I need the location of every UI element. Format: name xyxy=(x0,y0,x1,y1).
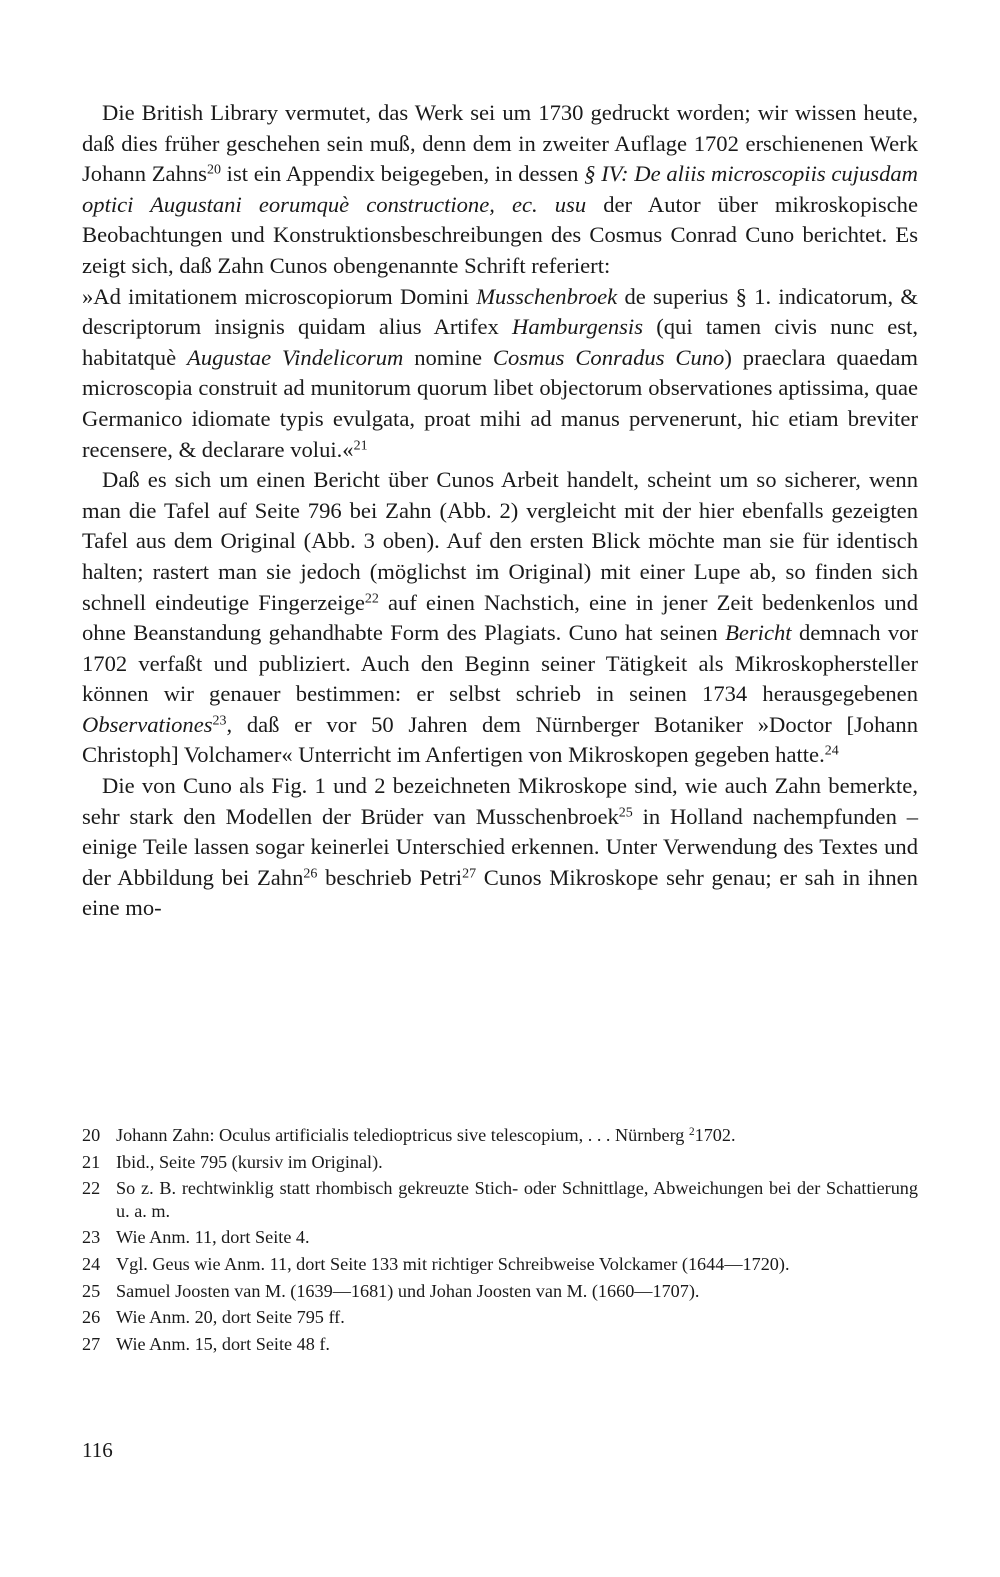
footnote-ref-20: 20 xyxy=(206,162,221,178)
latin-quotation xyxy=(82,282,918,466)
quote-italic-hamburgensis: Hamburgensis xyxy=(512,314,643,340)
paragraph-1-italic-section-title: § IV: De aliis microscopiis cujusdam optici Augustani eorumquè constructione, ec. usu xyxy=(82,161,918,217)
quote-text-a: »Ad imitationem microscopiorum Domini xyxy=(82,283,477,309)
footnote-text: Wie Anm. 11, dort Seite 4. xyxy=(116,1227,310,1248)
footnote-ref-23: 23 xyxy=(212,713,227,729)
paragraph-3-text-d: Cunos Mikroskope sehr genau; er sah in ihnen eine mo- xyxy=(82,864,918,921)
footnote-number: 22 xyxy=(82,1178,101,1199)
footnote-22 xyxy=(82,1177,918,1222)
footnote-ref-24: 24 xyxy=(824,743,839,759)
footnote-number: 20 xyxy=(82,1125,101,1145)
paragraph-2-text-a: Daß es sich um einen Bericht über Cunos Arbeit handelt, scheint um so sicherer, wenn man die Tafel auf Seite 796 bei Zahn (Abb. 2) vergleicht mit der hier ebenfalls gezeigten Tafel aus dem Original (Abb. 3 oben). Auf den ersten Blick möchte man sie für identisch halten; rastert man sie jedoch (möglichst im Original) mit einer Lupe ab, so finden sich schnell eindeutige Fingerzeige xyxy=(82,467,918,615)
paragraph-2-italic-bericht: Bericht xyxy=(725,620,792,646)
footnote-20 xyxy=(82,1124,918,1147)
footnote-number: 25 xyxy=(82,1280,101,1301)
footnote-21 xyxy=(82,1151,918,1174)
paragraph-3-text-a: Die von Cuno als Fig. 1 und 2 bezeichneten Mikroskope sind, wie auch Zahn bemerkte, sehr stark den Modellen der Brüder van Musschenbroek xyxy=(82,773,918,829)
quote-italic-musschenbroek: Musschenbroek xyxy=(476,283,618,309)
footnotes xyxy=(82,1124,918,1359)
quote-italic-augustae: Augustae Vindelicorum xyxy=(187,344,404,370)
footnote-number: 24 xyxy=(82,1253,101,1274)
paragraph-1-text-a: Die British Library vermutet, das Werk sei um 1730 gedruckt worden; wir wissen heute, daß dies früher geschehen sein muß, denn dem in zweiter Auflage 1702 erschienenen Werk Johann Zahns xyxy=(82,100,918,187)
footnote-text xyxy=(116,1124,918,1147)
footnote-text: So z. B. rechtwinklig statt rhombisch gekreuzte Stich- oder Schnittlage, Abweichungen bei der Schattierung u. a. m. xyxy=(116,1178,918,1221)
footnote-text: Vgl. Geus wie Anm. 11, dort Seite 133 mit richtiger Schreibweise Volckamer (1644—1720). xyxy=(116,1253,790,1274)
footnote-27 xyxy=(82,1333,918,1356)
footnote-ref-21: 21 xyxy=(353,437,368,453)
paragraph-2-text-d: , daß er vor 50 Jahren dem Nürnberger Botaniker »Doctor [Johann Christoph] Volchamer« Unterricht im Anfertigen von Mikroskopen gegeben hatte. xyxy=(82,711,918,768)
footnote-ref-25: 25 xyxy=(618,804,633,820)
quote-text-e: ) praeclara quaedam microscopia construit ad munitorum quorum libet objectorum observationes aptissima, quae Germanico idiomate typis evulgata, proat mihi ad manus pervenerunt, hic etiam breviter recensere, & declarare volui.« xyxy=(82,344,918,462)
footnote-number: 23 xyxy=(82,1227,101,1248)
footnote-text: Wie Anm. 20, dort Seite 795 ff. xyxy=(116,1307,345,1328)
main-text xyxy=(82,98,918,924)
quote-italic-cuno: Cosmus Conradus Cuno xyxy=(492,344,725,370)
footnote-ref-27: 27 xyxy=(462,866,477,882)
paragraph-1 xyxy=(82,98,918,282)
quote-text-d: nomine xyxy=(403,344,493,370)
paragraph-2-text-c: demnach vor 1702 verfaßt und publiziert. Auch den Beginn seiner Tätigkeit als Mikroskophersteller können wir genauer bestimmen: er selbst schrieb in seinen 1734 herausgegebenen xyxy=(82,620,919,707)
paragraph-2-italic-observationes: Observationes xyxy=(82,711,213,737)
paragraph-2-text-b: auf einen Nachstich, eine in jener Zeit bedenkenlos und ohne Beanstandung gehandhabte Form des Plagiats. Cuno hat seinen xyxy=(82,589,919,646)
paragraph-1-text-b: ist ein Appendix beigegeben, in dessen xyxy=(220,161,585,187)
footnote-number: 21 xyxy=(82,1151,101,1172)
footnote-text: Wie Anm. 15, dort Seite 48 f. xyxy=(116,1333,330,1354)
footnote-ref-26: 26 xyxy=(303,866,318,882)
paragraph-3-text-b: in Holland nachempfunden – einige Teile lassen sogar keinerlei Unterschied erkennen. Unter Verwendung des Textes und der Abbildung bei Zahn xyxy=(82,803,919,890)
quote-text-c: (qui tamen civis nunc est, habitatquè xyxy=(82,314,918,370)
footnote-number: 27 xyxy=(82,1333,101,1354)
quote-text-b: de superius § 1. indicatorum, & descriptorum insignis quidam alius Artifex xyxy=(82,283,918,340)
edition-superscript: 2 xyxy=(688,1125,695,1138)
page-number: 116 xyxy=(82,1438,113,1462)
footnote-ref-22: 22 xyxy=(364,590,379,606)
footnote-number: 26 xyxy=(82,1307,101,1328)
footnote-23 xyxy=(82,1226,918,1249)
footnote-text-b: 1702. xyxy=(694,1125,736,1145)
paragraph-2 xyxy=(82,465,918,771)
footnote-text: Samuel Joosten van M. (1639—1681) und Johan Joosten van M. (1660—1707). xyxy=(116,1280,700,1301)
paragraph-3 xyxy=(82,771,918,924)
paragraph-1-text-c: der Autor über mikroskopische Beobachtungen und Konstruktionsbeschreibungen des Cosmus Conrad Cuno berichtet. Es zeigt sich, daß Zahn Cunos obengenannte Schrift referiert: xyxy=(82,191,918,278)
footnote-25 xyxy=(82,1280,918,1303)
footnote-text-a: Johann Zahn: Oculus artificialis teledioptricus sive telescopium, . . . Nürnberg xyxy=(116,1125,689,1145)
footnote-text: Ibid., Seite 795 (kursiv im Original). xyxy=(116,1151,383,1172)
footnote-26 xyxy=(82,1306,918,1329)
paragraph-3-text-c: beschrieb Petri xyxy=(317,864,463,890)
footnote-24 xyxy=(82,1253,918,1276)
